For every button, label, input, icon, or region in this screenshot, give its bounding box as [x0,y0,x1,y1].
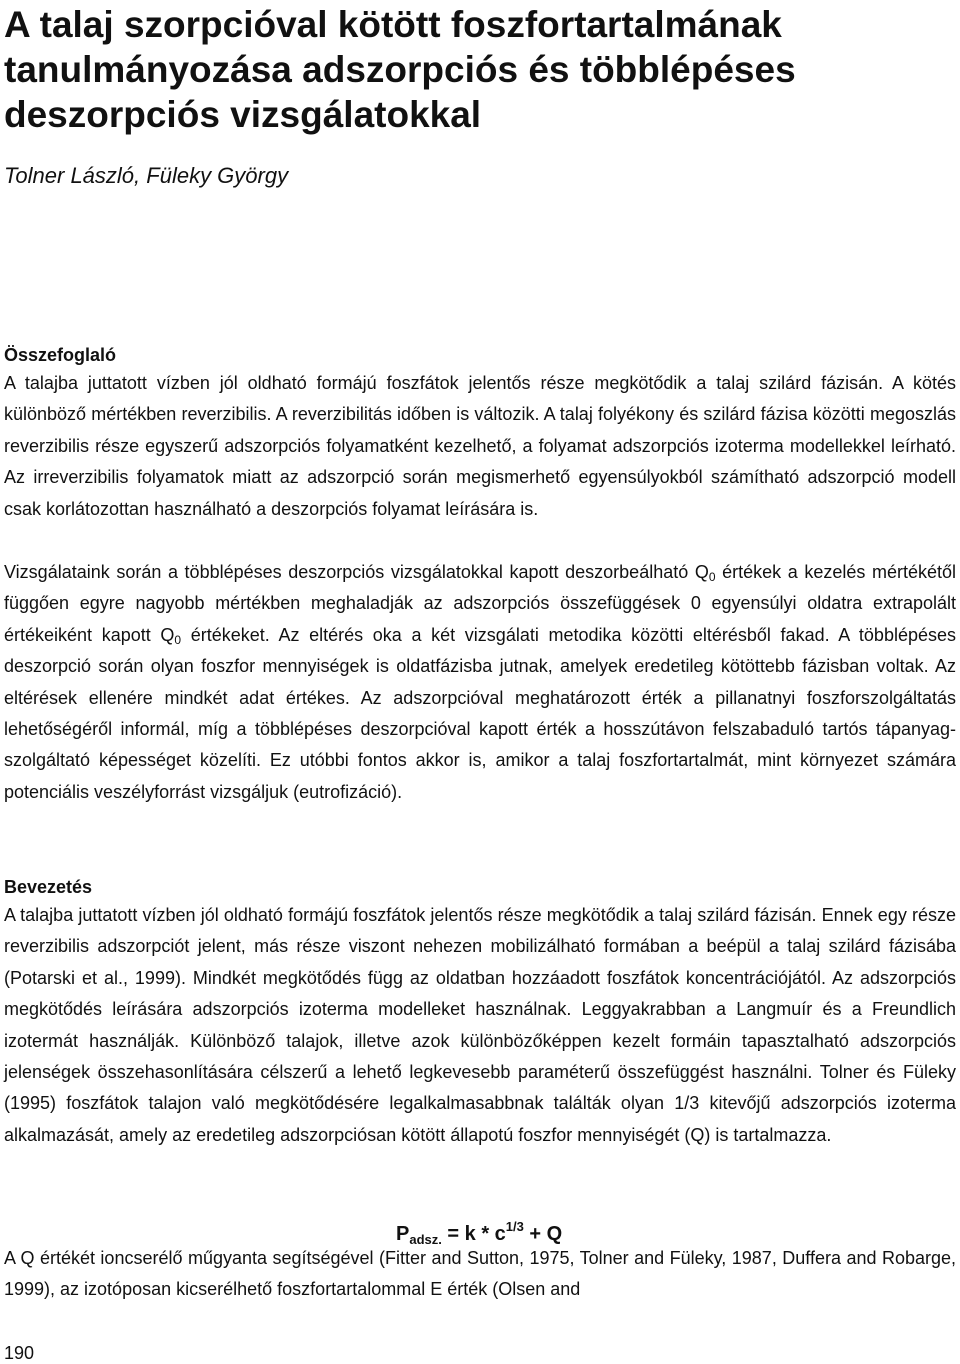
paper-title: A talaj szorpcióval kötött foszfortartalmának tanulmányozása adszorpciós és többlépéses deszorpciós vizsgálatokkal [4,4,796,135]
introduction-paragraph-1: A talajba juttatott vízben jól oldható formájú foszfátok jelentős része megkötődik a talaj szilárd fázisán. Ennek egy része reverzibilis adszorpciót jelent, más része viszont nehezen mobilizálható formában a beépül a talaj szilárd fázisába (Potarski et al., 1999). Mindkét megkötődés függ az oldatban hozzáadott foszfátok koncentrációjától. Az adszorpciós megkötődés leírására adszorpciós izoterma modelleket használnak. Leggyakrabban a Langmuír és a Freundlich izotermát használják. Különböző talajok, illetve azok különbözőképpen kezelt formáin tapasztalható adszorpciós jelenségek összehasonlítására célszerű a lehető legkevesebb paraméterű összefüggést használni. Tolner és Füleky (1995) foszfátok talajon való megkötődésére legalkalmasabbnak találták olyan 1/3 kitevőjű adszorpciós izoterma alkalmazását, amely az eredetileg adszorpciósan kötött állapotú foszfor mennyiségét (Q) is tartalmazza. [4,905,956,1145]
abstract-text-part-b: értékek a kezelés mértékétől függően egyre nagyobb mértékben meghaladják az adszorpciós összefüggések 0 egyensúlyi oldatra extrapolált értékeiként kapott Q [4,562,956,645]
author-list: Tolner László, Füleky György [4,163,289,188]
abstract-paragraph-2 [4,557,956,808]
paper-page [4,0,956,1364]
subscript-zero: 0 [708,570,716,584]
formula-lhs-subscript: adsz. [409,1232,442,1247]
abstract-text-part-a: Vizsgálataink során a többlépéses deszorpciós vizsgálatokkal kapott deszorbeálható Q [4,562,709,582]
formula-exponent: 1/3 [505,1219,524,1234]
page-number: 190 [4,1343,35,1363]
formula-rhs: + Q [523,1223,563,1245]
introduction-heading: Bevezetés [4,877,93,897]
introduction-paragraph-2: A Q értékét ioncserélő műgyanta segítségével (Fitter and Sutton, 1975, Tolner and Füleky, 1987, Duffera and Robarge, 1999), az izotóposan kicserélhető foszfortartalommal E érték (Olsen and [4,1248,956,1300]
formula-middle: = k * c [441,1223,506,1245]
formula-lhs: P [396,1223,410,1245]
abstract-heading: Összefoglaló [4,345,117,365]
abstract-text-part-c: értékeket. Az eltérés oka a két vizsgálati metodika közötti eltérésből fakad. A többlépéses deszorpció során olyan foszfor mennyiségek is oldatfázisba jutnak, amelyek eredetileg kötöttebb fázisban voltak. Az eltérések ellenére mindkét adat értékes. Az adszorpcióval meghatározott érték a pillanatnyi foszforszolgáltatás lehetőségéről informál, míg a többlépéses deszorpcióval kapott érték a hosszútávon felszabaduló tartós tápanyag-szolgáltató képességet közelíti. Ez utóbbi fontos akkor is, amikor a talaj foszfortartalmát, mint környezet számára potenciális veszélyforrást vizsgáljuk (eutrofizáció). [4,624,956,802]
subscript-zero: 0 [174,632,182,647]
abstract-paragraph-1: A talajba juttatott vízben jól oldható formájú foszfátok jelentős része megkötődik a talaj szilárd fázisán. A kötés különböző mértékben reverzibilis. A reverzibilitás időben is változik. A talaj folyékony és szilárd fázisa közötti megoszlás reverzibilis része egyszerű adszorpciós folyamatként kezelhető, a folyamat adszorpciós izoterma modellekkel leírható. Az irreverzibilis folyamatok miatt az adszorpció során megismerhető egyensúlyokból számítható adszorpció modell csak korlátozottan használható a deszorpciós folyamat leírására is. [4,373,956,519]
